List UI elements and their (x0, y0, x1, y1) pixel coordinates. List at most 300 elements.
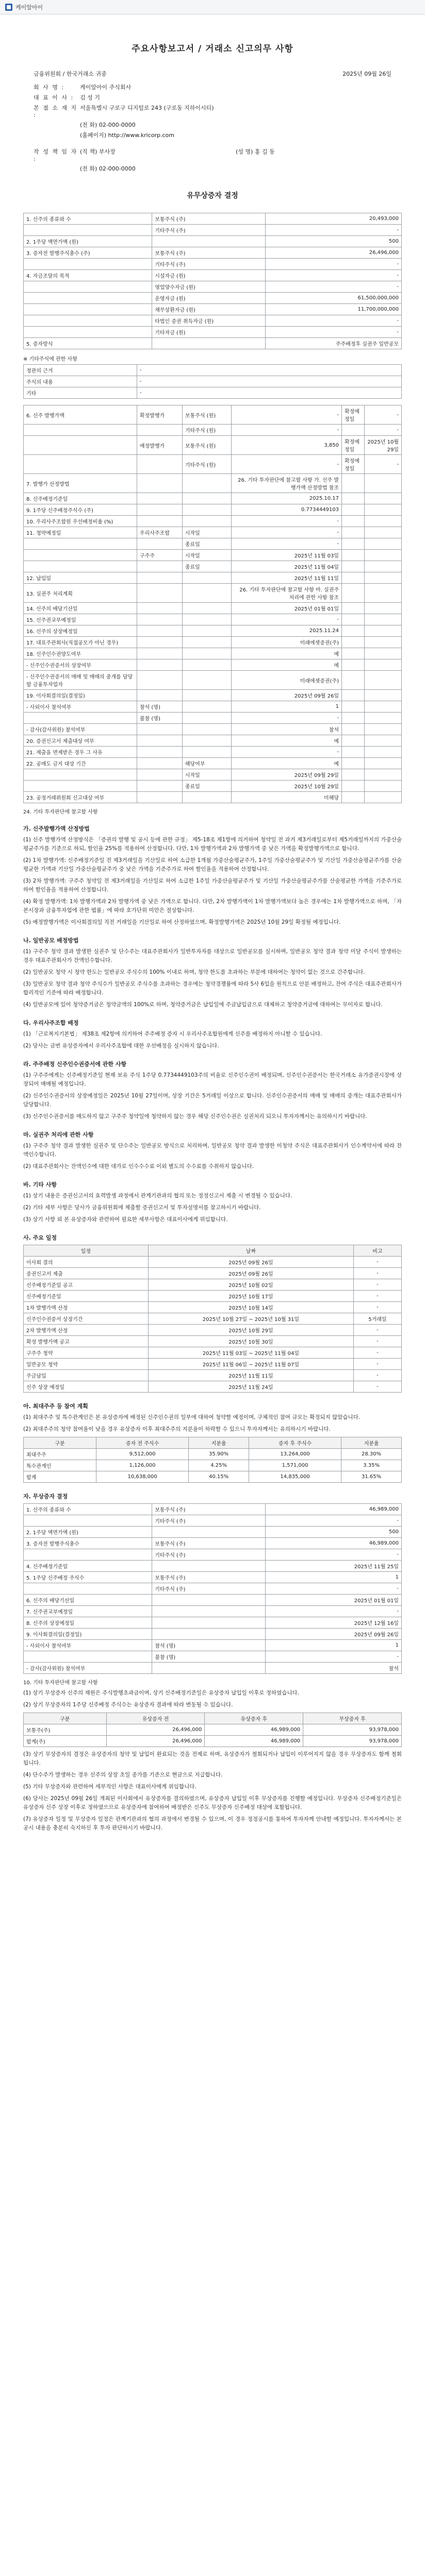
t1-row (24, 304, 402, 315)
s2-body (23, 947, 402, 1009)
t3-cell-d: 26. 기타 투자판단에 참고할 사항 마. 실권주 처리에 관한 사항 참조 (232, 584, 342, 603)
t3-cell-f (364, 724, 401, 735)
s4-title: 라. 주주배정 신주인수권증서에 관한 사항 (23, 1061, 127, 1067)
t1-sub: 채무상환자금 (원) (152, 304, 266, 315)
table-cell: 5거래일 (353, 1313, 401, 1325)
table-cell: 93,978,000 (303, 1724, 402, 1736)
free-share-table (23, 1713, 402, 1747)
paragraph: (2) 일반공모 청약 시 청약 한도는 일반공모 주식수의 100% 이내로 하며, 청약 한도를 초과하는 부분에 대하여는 청약이 없는 것으로 간주합니다. (23, 969, 365, 975)
t3-cell-e (342, 637, 365, 648)
s3-body (23, 1030, 402, 1050)
column-header: 일정 (24, 1245, 149, 1257)
t1-label: 1. 신주의 종류와 수 (24, 213, 152, 225)
paragraph: (1) 「근로복지기본법」 제38조 제2항에 의거하여 주주배정 증자 시 우리사주조합원에게 신주를 배정하지 아니할 수 있습니다. (23, 1031, 322, 1037)
t3-cell-c: 보통주식 (원) (182, 436, 231, 455)
t3-cell-b (137, 561, 182, 572)
t3-cell-b (137, 735, 182, 747)
t1-label: 2. 1주당 액면가액 (원) (24, 236, 152, 247)
paragraph: (3) 일반공모 청약 결과 청약 주식수가 일반공모 주식수를 초과하는 경우에는 청약경쟁률에 따라 5사 6입을 원칙으로 안분 배정하고, 잔여 주식은 대표주관회사가 합리적인 기준에 따라 배정합니다. (23, 981, 402, 996)
t1-row (24, 338, 402, 349)
table-cell: 신주인수권증서 상장기간 (24, 1313, 149, 1325)
table-row (24, 1370, 402, 1381)
column-header: 유상증자 후 (205, 1713, 303, 1724)
t3-cell-f (364, 516, 401, 527)
t3-cell-c: 시작일 (182, 550, 231, 561)
t2-key: 기타 (24, 387, 137, 399)
table-cell: 2025년 10월 29일 (148, 1325, 353, 1336)
free-label (24, 1515, 152, 1527)
contact-phone: (전 화) 02-000-0000 (80, 165, 136, 172)
t1-sub: 보통주식 (주) (152, 247, 266, 259)
free-label: 3. 증자전 발행주식총수 (24, 1538, 152, 1549)
free-row (24, 1572, 402, 1583)
t3-cell-c: 해당여부 (182, 758, 231, 769)
t3-row (24, 425, 402, 436)
t3-cell-a (24, 769, 137, 781)
t2-row (24, 365, 402, 376)
t3-cell-f (364, 603, 401, 614)
t1-sub: 운영자금 (원) (152, 293, 266, 304)
t3-cell-e (342, 781, 365, 792)
free-value: 46,989,000 (266, 1538, 402, 1549)
t3-row (24, 758, 402, 769)
t3-cell-e: 확정예정일 (342, 436, 365, 455)
t1-value: 20,493,000 (266, 213, 402, 225)
t1-value: 26,496,000 (266, 247, 402, 259)
table-row (24, 1449, 402, 1460)
t3-cell-c (182, 474, 231, 493)
table-cell: 2025년 09월 26일 (148, 1268, 353, 1279)
free-label (24, 1583, 152, 1595)
t3-cell-c: 시작일 (182, 769, 231, 781)
t2-row (24, 376, 402, 387)
t1-label (24, 259, 152, 270)
table-cell: 이사회 결의 (24, 1257, 149, 1268)
t1-label (24, 225, 152, 236)
t3-row (24, 792, 402, 803)
table-cell: 2025년 10월 30일 (148, 1336, 353, 1347)
paragraph: (2) 기타 세부 사항은 당사가 금융위원회에 제출할 증권신고서 및 투자설명서를 참고하시기 바랍니다. (23, 1205, 261, 1211)
t3-cell-f (364, 637, 401, 648)
t3-cell-a: 10. 우리사주조합원 우선배정비율 (%) (24, 516, 137, 527)
t3-cell-e (342, 425, 365, 436)
column-header: 날짜 (148, 1245, 353, 1257)
column-header: 지분율 (189, 1437, 249, 1449)
free-row (24, 1549, 402, 1561)
shareholders-body (23, 1413, 402, 1434)
free-value: - (266, 1515, 402, 1527)
free-label: 2. 1주당 액면가액 (원) (24, 1527, 152, 1538)
t3-cell-b (137, 769, 182, 781)
free-sub: 기타주식 (주) (152, 1549, 266, 1561)
free-value: 500 (266, 1527, 402, 1538)
free-row (24, 1640, 402, 1651)
t1-value: - (266, 270, 402, 281)
t3-cell-f: - (364, 425, 401, 436)
t3-cell-a: 18. 신주인수권양도여부 (24, 648, 137, 659)
s4-body (23, 1071, 402, 1121)
t3-cell-e (342, 584, 365, 603)
t3-cell-f (364, 504, 401, 516)
t1-sub: 보통주식 (주) (152, 213, 266, 225)
table-cell: - (353, 1302, 401, 1313)
table-cell: - (353, 1347, 401, 1359)
address-label: 본 점 소 재 지 : (34, 105, 78, 118)
t3-row (24, 735, 402, 747)
s1-title: 가. 신주발행가액 산정방법 (23, 825, 90, 832)
t3-cell-f (364, 659, 401, 671)
address: 서울특별시 구로구 디지털로 243 (구로동 지하이시티) (80, 105, 214, 111)
t3-cell-f (364, 690, 401, 701)
table-cell: 26,496,000 (106, 1724, 205, 1736)
free-value: 참석 (266, 1663, 402, 1674)
t3-cell-d: 예 (232, 659, 342, 671)
t3-cell-b (137, 781, 182, 792)
t3-cell-c (182, 648, 231, 659)
table-cell: 93,978,000 (303, 1736, 402, 1747)
t3-cell-e (342, 493, 365, 504)
t3-cell-a: - 감사(감사위원) 참석여부 (24, 724, 137, 735)
paragraph: (2) 신주인수권증서의 상장예정일은 2025년 10월 27일이며, 상장 기간은 5거래일 이상으로 합니다. 신주인수권증서의 매매 및 매매의 중개는 대표주관회사가 담당합니다. (23, 1093, 402, 1108)
t1-value: 주주배정후 실권주 일반공모 (266, 338, 402, 349)
paragraph: (4) 단수주가 발생하는 경우 신주의 상장 초일 종가를 기준으로 현금으로 지급합니다. (23, 1772, 223, 1778)
t3-cell-f (364, 781, 401, 792)
t1-row (24, 247, 402, 259)
free-label: 8. 신주의 상장예정일 (24, 1617, 152, 1629)
t3-cell-f: - (364, 405, 401, 425)
schedule-title: 사. 주요 일정 (23, 1234, 57, 1241)
t3-cell-c (182, 792, 231, 803)
capital-table-1 (23, 213, 402, 349)
table-row (24, 1347, 402, 1359)
t1-label: 5. 증자방식 (24, 338, 152, 349)
column-header: 구분 (24, 1437, 96, 1449)
note-other-stock: ※ 기타주식에 관한 사항 (23, 357, 77, 362)
addressee-line (34, 70, 391, 78)
t3-cell-a: 17. 대표주관회사(직접공모가 아닌 경우) (24, 637, 137, 648)
s5-title: 마. 실권주 처리에 관한 사항 (23, 1131, 94, 1138)
t3-cell-d: - (232, 527, 342, 538)
table-row (24, 1736, 402, 1747)
table-cell: 2025년 10월 17일 (148, 1291, 353, 1302)
t3-cell-e (342, 527, 365, 538)
t3-cell-b (137, 637, 182, 648)
free-row (24, 1538, 402, 1549)
t3-cell-b (137, 724, 182, 735)
free-value: 1 (266, 1640, 402, 1651)
t3-cell-c (182, 516, 231, 527)
t3-cell-c (182, 625, 231, 637)
t3-row (24, 455, 402, 474)
t3-cell-a: 11. 청약예정일 (24, 527, 137, 538)
t3-row (24, 648, 402, 659)
t3-cell-c (182, 713, 231, 724)
company-name: 케이알아이 주식회사 (80, 84, 132, 91)
t3-cell-d: 2025년 09월 29일 (232, 769, 342, 781)
t3-cell-b (137, 758, 182, 769)
capital-table-3 (23, 405, 402, 803)
t3-cell-e (342, 792, 365, 803)
document-page (0, 41, 425, 1833)
table-cell: 보통주(주) (24, 1724, 107, 1736)
t3-cell-e (342, 701, 365, 713)
t3-cell-f (364, 792, 401, 803)
free-row (24, 1504, 402, 1515)
table-cell: 2025년 11월 06일 ~ 2025년 11월 07일 (148, 1359, 353, 1370)
table-row (24, 1381, 402, 1393)
company-name-label: 회 사 명 : (34, 84, 65, 91)
free-row (24, 1595, 402, 1606)
s5-body (23, 1142, 402, 1171)
paragraph: (3) 신주인수권증서를 매도하지 않고 구주주 청약일에 청약하지 않는 경우 해당 신주인수권은 실권처리 되오니 투자자께서는 유의하시기 바랍니다. (23, 1113, 367, 1120)
paragraph: (1) 최대주주 및 특수관계인은 본 유상증자에 배정된 신주인수권의 일부에 대하여 청약할 예정이며, 구체적인 참여 규모는 확정되지 않았습니다. (23, 1414, 361, 1420)
brand-icon (5, 4, 12, 11)
table-cell: 2025년 10월 14일 (148, 1302, 353, 1313)
t3-cell-b (137, 648, 182, 659)
table-cell: 1,126,000 (96, 1460, 189, 1471)
t1-row (24, 281, 402, 293)
t1-label (24, 281, 152, 293)
t2-key: 주식의 내용 (24, 376, 137, 387)
table-cell: 9,512,000 (96, 1449, 189, 1460)
t3-cell-a: 15. 신주권교부예정일 (24, 614, 137, 625)
t3-cell-b (137, 455, 182, 474)
t3-cell-f (364, 550, 401, 561)
t3-row (24, 769, 402, 781)
s1-body (23, 836, 402, 927)
t3-cell-d: - (232, 614, 342, 625)
free-row (24, 1629, 402, 1640)
free-label: 1. 신주의 종류와 수 (24, 1504, 152, 1515)
table-cell: - (353, 1268, 401, 1279)
contact-label: 작 성 책 임 자 : (34, 148, 78, 162)
t3-cell-e (342, 671, 365, 690)
t3-cell-e (342, 603, 365, 614)
t3-cell-f (364, 735, 401, 747)
t3-cell-c: 기타주식 (원) (182, 425, 231, 436)
table-cell: 13,264,000 (249, 1449, 341, 1460)
t3-cell-f: 2025년 10월 29일 (364, 436, 401, 455)
t3-cell-b (137, 659, 182, 671)
t3-row (24, 637, 402, 648)
t3-row (24, 724, 402, 735)
t3-row (24, 538, 402, 550)
t3-cell-e: 확정예정일 (342, 455, 365, 474)
table-cell: 28.30% (341, 1449, 402, 1460)
column-header: 비고 (353, 1245, 401, 1257)
t3-cell-e (342, 538, 365, 550)
ceo-label: 대 표 이 사 : (34, 94, 74, 101)
free-sub: 불참 (명) (152, 1651, 266, 1663)
t3-row (24, 504, 402, 516)
t3-cell-a: - 신주인수권증서의 상장여부 (24, 659, 137, 671)
free-value: 2025년 11월 25일 (266, 1561, 402, 1572)
t3-cell-d: - (232, 713, 342, 724)
t3-cell-d: 2025.10.17 (232, 493, 342, 504)
t3-cell-b (137, 538, 182, 550)
t3-cell-c (182, 659, 231, 671)
t3-cell-a (24, 425, 137, 436)
table-cell: 증권신고서 제출 (24, 1268, 149, 1279)
t3-cell-c (182, 735, 231, 747)
free-sub (152, 1561, 266, 1572)
t3-cell-d: 2025년 01월 01일 (232, 603, 342, 614)
t3-cell-c (182, 493, 231, 504)
t1-value: - (266, 225, 402, 236)
t3-row (24, 527, 402, 538)
t1-row (24, 225, 402, 236)
t1-value: 500 (266, 236, 402, 247)
table-row (24, 1313, 402, 1325)
contact-name: (성 명) 홍 길 동 (236, 148, 275, 155)
table-cell: - (353, 1325, 401, 1336)
section-heading-capital: 유무상증자 결정 (187, 192, 238, 200)
table-cell: - (353, 1257, 401, 1268)
t3-cell-d: - (232, 538, 342, 550)
free-row (24, 1561, 402, 1572)
contact-title: (직 책) 부사장 (80, 148, 116, 155)
t3-cell-b (137, 690, 182, 701)
t3-cell-e (342, 625, 365, 637)
table-row (24, 1279, 402, 1291)
t3-cell-a (24, 455, 137, 474)
t3-cell-c (182, 572, 231, 584)
table-cell: - (353, 1291, 401, 1302)
s3-title: 다. 우리사주조합 배정 (23, 1020, 79, 1026)
t3-cell-a: 22. 공매도 금지 대상 기간 (24, 758, 137, 769)
paragraph: (2) 최대주주의 청약 참여율이 낮을 경우 유상증자 이후 최대주주의 지분율이 하락할 수 있으니 투자자께서는 유의하시기 바랍니다. (23, 1426, 331, 1432)
t1-value: - (266, 315, 402, 327)
t3-cell-b: 우리사주조합 (137, 527, 182, 538)
table-cell: - (353, 1381, 401, 1393)
table-cell: 3.35% (341, 1460, 402, 1471)
t3-cell-a (24, 550, 137, 561)
free-sub: 기타주식 (주) (152, 1583, 266, 1595)
table-cell: 2025년 09월 26일 (148, 1257, 353, 1268)
t1-row (24, 327, 402, 338)
t3-cell-c (182, 584, 231, 603)
t3-cell-e (342, 758, 365, 769)
t3-cell-b (137, 792, 182, 803)
t3-row (24, 701, 402, 713)
t3-cell-c: 보통주식 (원) (182, 405, 231, 425)
t3-cell-b: 불참 (명) (137, 713, 182, 724)
t3-cell-b (137, 493, 182, 504)
column-header: 무상증자 후 (303, 1713, 402, 1724)
free-body-2 (23, 1750, 402, 1833)
table-cell: 2025년 11월 11일 (148, 1370, 353, 1381)
table-row (24, 1460, 402, 1471)
table-cell: 합계(주) (24, 1736, 107, 1747)
t3-cell-f (364, 769, 401, 781)
t3-cell-a (24, 781, 137, 792)
t3-cell-d: 참석 (232, 724, 342, 735)
t3-cell-e (342, 659, 365, 671)
t3-row (24, 561, 402, 572)
free-row (24, 1515, 402, 1527)
t3-cell-d: - (232, 455, 342, 474)
t3-cell-c: 종료일 (182, 538, 231, 550)
column-header: 증자 후 주식수 (249, 1437, 341, 1449)
t3-row (24, 614, 402, 625)
company-info (34, 83, 391, 173)
t3-cell-a: 8. 신주배정기준일 (24, 493, 137, 504)
table-row (24, 1359, 402, 1370)
free-sub: 기타주식 (주) (152, 1515, 266, 1527)
paragraph: (3) 상기 사항 외 본 유상증자와 관련하여 필요한 세부사항은 대표이사에게 위임합니다. (23, 1216, 228, 1223)
t3-cell-a: 14. 신주의 배당기산일 (24, 603, 137, 614)
t3-cell-c: 시작일 (182, 527, 231, 538)
t3-cell-a: - 사외이사 참석여부 (24, 701, 137, 713)
company-website[interactable]: (홈페이지) http://www.kricorp.com (80, 132, 174, 139)
paragraph: (4) 확정 발행가액: 1차 발행가액과 2차 발행가액 중 낮은 가액으로 합니다. 다만, 2차 발행가액이 1차 발행가액보다 높은 경우에는 1차 발행가액으로 하며, 「자본시장과 금융투자업에 관한 법률」에 따라 호가단위 미만은 절상합니다. (23, 899, 402, 913)
t3-row (24, 713, 402, 724)
table-row (24, 1268, 402, 1279)
paragraph: (3) 상기 무상증자의 결정은 유상증자의 청약 및 납입이 완료되는 것을 전제로 하며, 유상증자가 철회되거나 납입이 이루어지지 않을 경우 무상증자도 함께 철회됩니다. (23, 1751, 402, 1766)
t2-value: - (137, 365, 401, 376)
free-sub: 참석 (명) (152, 1640, 266, 1651)
t3-cell-f (364, 474, 401, 493)
s6-body (23, 1192, 402, 1224)
t3-cell-d: 2025년 11월 11일 (232, 572, 342, 584)
t1-label: 3. 증자전 발행주식총수 (주) (24, 247, 152, 259)
free-body (23, 1689, 402, 1709)
t1-row (24, 259, 402, 270)
header-row (24, 1713, 402, 1724)
table-cell: 2차 발행가액 산정 (24, 1325, 149, 1336)
t3-cell-f (364, 747, 401, 758)
t3-row (24, 572, 402, 584)
t1-sub (152, 338, 266, 349)
table-cell: 최대주주 (24, 1449, 96, 1460)
t3-cell-c (182, 747, 231, 758)
t3-cell-d: - (232, 747, 342, 758)
t3-cell-a: 9. 1주당 신주배정주식수 (주) (24, 504, 137, 516)
table-cell: 1차 발행가액 산정 (24, 1302, 149, 1313)
capital-table-2 (23, 364, 402, 399)
report-date: 2025년 09월 26일 (342, 71, 391, 77)
t3-cell-a (24, 538, 137, 550)
table-cell: 주금납입 (24, 1370, 149, 1381)
t3-cell-d: 예 (232, 648, 342, 659)
t3-cell-a (24, 713, 137, 724)
t3-cell-a: 21. 제출을 면제받은 경우 그 사유 (24, 747, 137, 758)
column-header: 구분 (24, 1713, 107, 1724)
t3-cell-c (182, 504, 231, 516)
t3-row (24, 516, 402, 527)
t1-row (24, 236, 402, 247)
free-value: 1 (266, 1572, 402, 1583)
table-cell: 특수관계인 (24, 1460, 96, 1471)
t1-row (24, 293, 402, 304)
t3-cell-f (364, 701, 401, 713)
header-row (24, 1437, 402, 1449)
t3-cell-c (182, 671, 231, 690)
free-title: 자. 무상증자 결정 (23, 1493, 68, 1500)
paragraph: (5) 기타 무상증자와 관련하여 세부적인 사항은 대표이사에게 위임합니다. (23, 1784, 197, 1790)
t3-cell-e (342, 769, 365, 781)
t3-cell-b (137, 425, 182, 436)
shareholders-table (23, 1437, 402, 1483)
t3-cell-a (24, 436, 137, 455)
paragraph: (2) 당사는 금번 유상증자에서 우리사주조합에 대한 우선배정을 실시하지 않습니다. (23, 1043, 219, 1049)
t3-cell-e (342, 713, 365, 724)
free-sub (152, 1527, 266, 1538)
table-row (24, 1291, 402, 1302)
table-row (24, 1302, 402, 1313)
free-value: - (266, 1549, 402, 1561)
t2-value: - (137, 376, 401, 387)
